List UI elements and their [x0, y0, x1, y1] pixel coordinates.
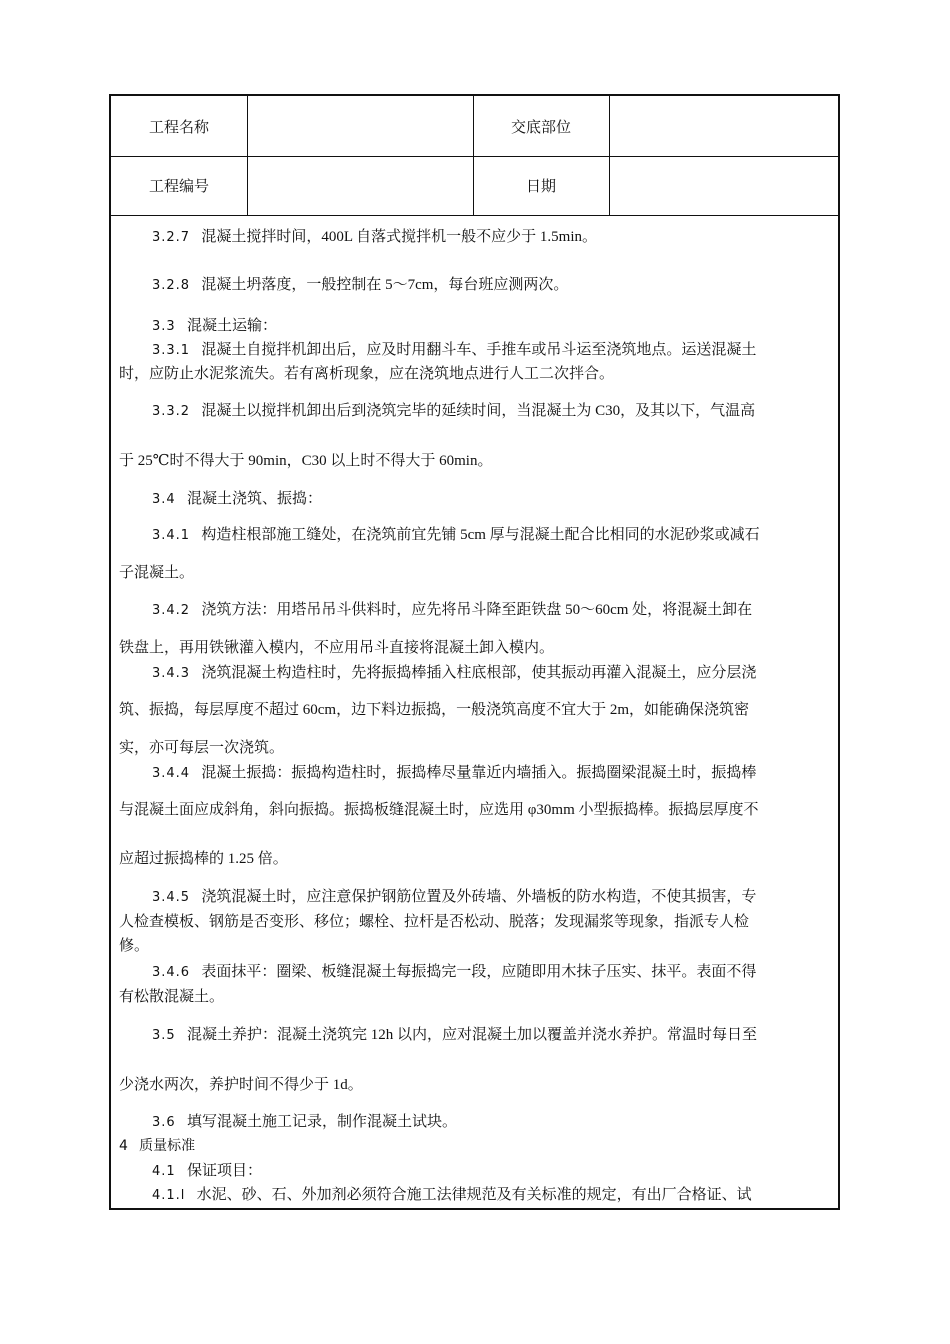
- section-heading: 4.1 保证项目：: [152, 1163, 262, 1179]
- section-heading: 3.4 混凝土浇筑、振捣：: [152, 491, 322, 507]
- paragraph-line: 3.4.1 构造柱根部施工缝处，在浇筑前宜先铺 5cm 厚与混凝土配合比相同的水泥砂浆或减石: [152, 527, 760, 543]
- paragraph-line: 于 25℃时不得大于 90min，C30 以上时不得大于 60min。: [119, 453, 493, 469]
- chapter-heading: 4 质量标准: [119, 1138, 196, 1154]
- project-name-label: 工程名称: [111, 96, 248, 156]
- paragraph-line: 4.1.l 水泥、砂、石、外加剂必须符合施工法律规范及有关标准的规定，有出厂合格证、试: [152, 1187, 752, 1203]
- paragraph-line: 与混凝土面应成斜角，斜向振捣。振捣板缝混凝土时，应选用 φ30mm 小型振捣棒。振捣层厚度不: [119, 802, 759, 818]
- project-name-value: [247, 96, 474, 156]
- paragraph-line: 3.3.2 混凝土以搅拌机卸出后到浇筑完毕的延续时间，当混凝土为 C30，及其以下，气温高: [152, 403, 756, 419]
- header-row-2: [111, 156, 838, 216]
- paragraph-line: 3.2.7 混凝土搅拌时间，400L 自落式搅拌机一般不应少于 1.5min。: [152, 229, 598, 245]
- paragraph-line: 时，应防止水泥浆流失。若有离析现象，应在浇筑地点进行人工二次拌合。: [119, 366, 615, 382]
- paragraph-line: 子混凝土。: [119, 565, 195, 581]
- document-frame: [109, 94, 840, 1210]
- paragraph-line: 筑、振捣，每层厚度不超过 60cm，边下料边振捣，一般浇筑高度不宜大于 2m，如能确保浇筑密: [119, 702, 749, 718]
- paragraph-line: 应超过振捣棒的 1.25 倍。: [119, 851, 288, 867]
- location-label: 交底部位: [473, 96, 610, 156]
- paragraph-line: 修。: [119, 938, 150, 954]
- paragraph-line: 铁盘上，再用铁锹灌入模内，不应用吊斗直接将混凝土卸入模内。: [119, 640, 555, 656]
- project-no-label: 工程编号: [111, 156, 248, 215]
- header-row-1: [111, 96, 838, 157]
- project-no-value: [247, 156, 474, 215]
- paragraph-line: 3.6 填写混凝土施工记录，制作混凝土试块。: [152, 1114, 457, 1130]
- paragraph-line: 3.2.8 混凝土坍落度，一般控制在 5～7cm，每台班应测两次。: [152, 277, 569, 293]
- section-heading: 3.3 混凝土运输：: [152, 318, 277, 334]
- paragraph-line: 3.5 混凝土养护：混凝土浇筑完 12h 以内，应对混凝土加以覆盖并浇水养护。常温时每日至: [152, 1027, 757, 1043]
- paragraph-line: 3.4.3 浇筑混凝土构造柱时，先将振捣棒插入柱底根部，使其振动再灌入混凝土，应分层浇: [152, 665, 757, 681]
- paragraph-line: 少浇水两次，养护时间不得少于 1d。: [119, 1077, 363, 1093]
- paragraph-line: 实，亦可每层一次浇筑。: [119, 740, 285, 756]
- paragraph-line: 人检查模板、钢筋是否变形、移位；螺栓、拉杆是否松动、脱落；发现漏浆等现象，指派专人检: [119, 914, 750, 930]
- document-body: [111, 215, 838, 1208]
- date-value: [609, 156, 838, 215]
- paragraph-line: 3.4.2 浇筑方法：用塔吊吊斗供料时，应先将吊斗降至距铁盘 50～60cm 处，将混凝土卸在: [152, 602, 753, 618]
- location-value: [609, 96, 838, 156]
- paragraph-line: 3.3.1 混凝土自搅拌机卸出后，应及时用翻斗车、手推车或吊斗运至浇筑地点。运送混凝土: [152, 342, 757, 358]
- date-label: 日期: [473, 156, 610, 215]
- paragraph-line: 3.4.6 表面抹平：圈梁、板缝混凝土每振捣完一段，应随即用木抹子压实、抹平。表面不得: [152, 964, 757, 980]
- paragraph-line: 3.4.4 混凝土振捣：振捣构造柱时，振捣棒尽量靠近内墙插入。振捣圈梁混凝土时，振捣棒: [152, 765, 757, 781]
- paragraph-line: 3.4.5 浇筑混凝土时，应注意保护钢筋位置及外砖墙、外墙板的防水构造，不使其损害，专: [152, 889, 757, 905]
- paragraph-line: 有松散混凝土。: [119, 989, 225, 1005]
